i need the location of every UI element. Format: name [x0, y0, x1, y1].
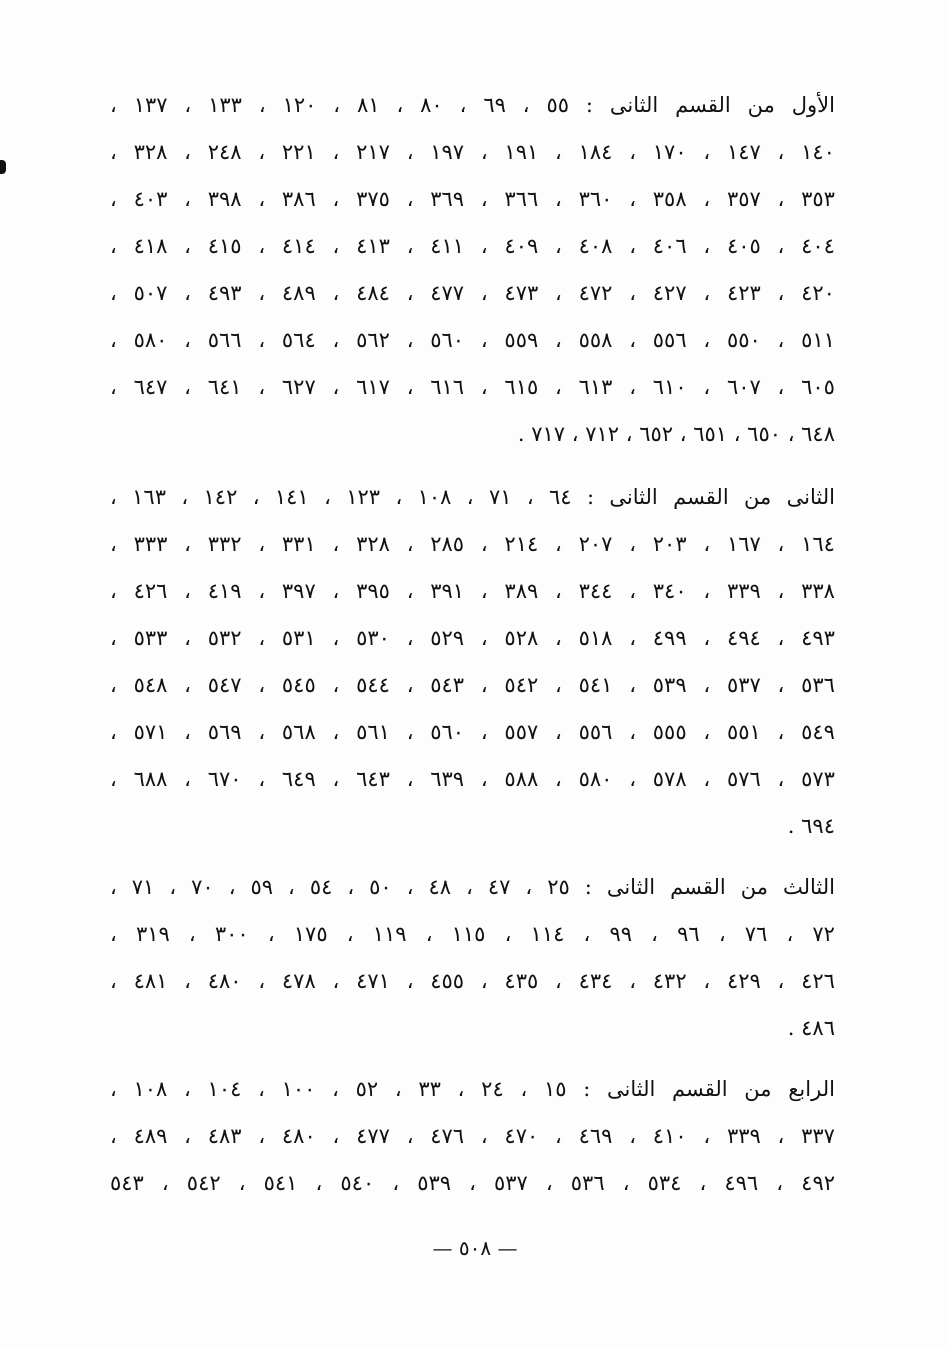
section-second-line-7: ٥٧٣ ، ٥٧٦ ، ٥٧٨ ، ٥٨٠ ، ٥٨٨ ، ٦٣٩ ، ٦٤٣ ، ٦٤٩ ، ٦٧٠ ، ٦٨٨ ،	[110, 767, 835, 791]
section-first-line-3: ٣٥٣ ، ٣٥٧ ، ٣٥٨ ، ٣٦٠ ، ٣٦٦ ، ٣٦٩ ، ٣٧٥ ، ٣٨٦ ، ٣٩٨ ، ٤٠٣ ،	[110, 187, 835, 211]
section-second-line-3: ٣٣٨ ، ٣٣٩ ، ٣٤٠ ، ٣٤٤ ، ٣٨٩ ، ٣٩١ ، ٣٩٥ ، ٣٩٧ ، ٤١٩ ، ٤٢٦ ،	[110, 579, 835, 603]
section-first-line-5: ٤٢٠ ، ٤٢٣ ، ٤٢٧ ، ٤٧٢ ، ٤٧٣ ، ٤٧٧ ، ٤٨٤ ، ٤٨٩ ، ٤٩٣ ، ٥٠٧ ،	[110, 281, 835, 305]
section-second-line-6: ٥٤٩ ، ٥٥١ ، ٥٥٥ ، ٥٥٦ ، ٥٥٧ ، ٥٦٠ ، ٥٦١ ، ٥٦٨ ، ٥٦٩ ، ٥٧١ ،	[110, 720, 835, 744]
section-third-line-1: الثالث من القسم الثانى : ٢٥ ، ٤٧ ، ٤٨ ، ٥٠ ، ٥٤ ، ٥٩ ، ٧٠ ، ٧١ ،	[110, 875, 835, 899]
section-second	[110, 474, 835, 850]
section-first-line-2: ١٤٠ ، ١٤٧ ، ١٧٠ ، ١٨٤ ، ١٩١ ، ١٩٧ ، ٢١٧ ، ٢٢١ ، ٢٤٨ ، ٣٢٨ ،	[110, 140, 835, 164]
section-third	[110, 864, 835, 1052]
section-second-line-2: ١٦٤ ، ١٦٧ ، ٢٠٣ ، ٢٠٧ ، ٢١٤ ، ٢٨٥ ، ٣٢٨ ، ٣٣١ ، ٣٣٢ ، ٣٣٣ ،	[110, 532, 835, 556]
section-first-line-8: ٦٤٨ ، ٦٥٠ ، ٦٥١ ، ٦٥٢ ، ٧١٢ ، ٧١٧ .	[517, 422, 835, 446]
section-fourth-line-2: ٣٣٧ ، ٣٣٩ ، ٤١٠ ، ٤٦٩ ، ٤٧٠ ، ٤٧٦ ، ٤٧٧ ، ٤٨٠ ، ٤٨٣ ، ٤٨٩ ،	[110, 1124, 835, 1148]
section-second-line-8: ٦٩٤ .	[787, 814, 835, 838]
margin-ink-mark	[0, 160, 6, 174]
section-fourth-line-1: الرابع من القسم الثانى : ١٥ ، ٢٤ ، ٣٣ ، ٥٢ ، ١٠٠ ، ١٠٤ ، ١٠٨ ،	[110, 1077, 835, 1101]
section-first-line-1: الأول من القسم الثانى : ٥٥ ، ٦٩ ، ٨٠ ، ٨١ ، ١٢٠ ، ١٣٣ ، ١٣٧ ،	[110, 93, 835, 117]
section-second-line-1: الثانى من القسم الثانى : ٦٤ ، ٧١ ، ١٠٨ ، ١٢٣ ، ١٤١ ، ١٤٢ ، ١٦٣ ،	[110, 485, 835, 509]
section-third-line-4: ٤٨٦ .	[787, 1016, 835, 1040]
section-first-line-4: ٤٠٤ ، ٤٠٥ ، ٤٠٦ ، ٤٠٨ ، ٤٠٩ ، ٤١١ ، ٤١٣ ، ٤١٤ ، ٤١٥ ، ٤١٨ ،	[110, 234, 835, 258]
section-second-line-4: ٤٩٣ ، ٤٩٤ ، ٤٩٩ ، ٥١٨ ، ٥٢٨ ، ٥٢٩ ، ٥٣٠ ، ٥٣١ ، ٥٣٢ ، ٥٣٣ ،	[110, 626, 835, 650]
page-number: — ٥٠٨ —	[432, 1236, 518, 1260]
section-fourth-line-3: ٤٩٢ ، ٤٩٦ ، ٥٣٤ ، ٥٣٦ ، ٥٣٧ ، ٥٣٩ ، ٥٤٠ ، ٥٤١ ، ٥٤٢ ، ٥٤٣	[110, 1171, 836, 1195]
section-third-line-2: ٧٢ ، ٧٦ ، ٩٦ ، ٩٩ ، ١١٤ ، ١١٥ ، ١١٩ ، ١٧٥ ، ٣٠٠ ، ٣١٩ ،	[110, 922, 835, 946]
section-first	[110, 82, 835, 458]
section-first-line-7: ٦٠٥ ، ٦٠٧ ، ٦١٠ ، ٦١٣ ، ٦١٥ ، ٦١٦ ، ٦١٧ ، ٦٢٧ ، ٦٤١ ، ٦٤٧ ،	[110, 375, 835, 399]
section-first-line-6: ٥١١ ، ٥٥٠ ، ٥٥٦ ، ٥٥٨ ، ٥٥٩ ، ٥٦٠ ، ٥٦٢ ، ٥٦٤ ، ٥٦٦ ، ٥٨٠ ،	[110, 328, 835, 352]
section-fourth	[110, 1066, 835, 1207]
section-third-line-3: ٤٢٦ ، ٤٢٩ ، ٤٣٢ ، ٤٣٤ ، ٤٣٥ ، ٤٥٥ ، ٤٧١ ، ٤٧٨ ، ٤٨٠ ، ٤٨١ ،	[110, 969, 835, 993]
section-second-line-5: ٥٣٦ ، ٥٣٧ ، ٥٣٩ ، ٥٤١ ، ٥٤٢ ، ٥٤٣ ، ٥٤٤ ، ٥٤٥ ، ٥٤٧ ، ٥٤٨ ،	[110, 673, 835, 697]
